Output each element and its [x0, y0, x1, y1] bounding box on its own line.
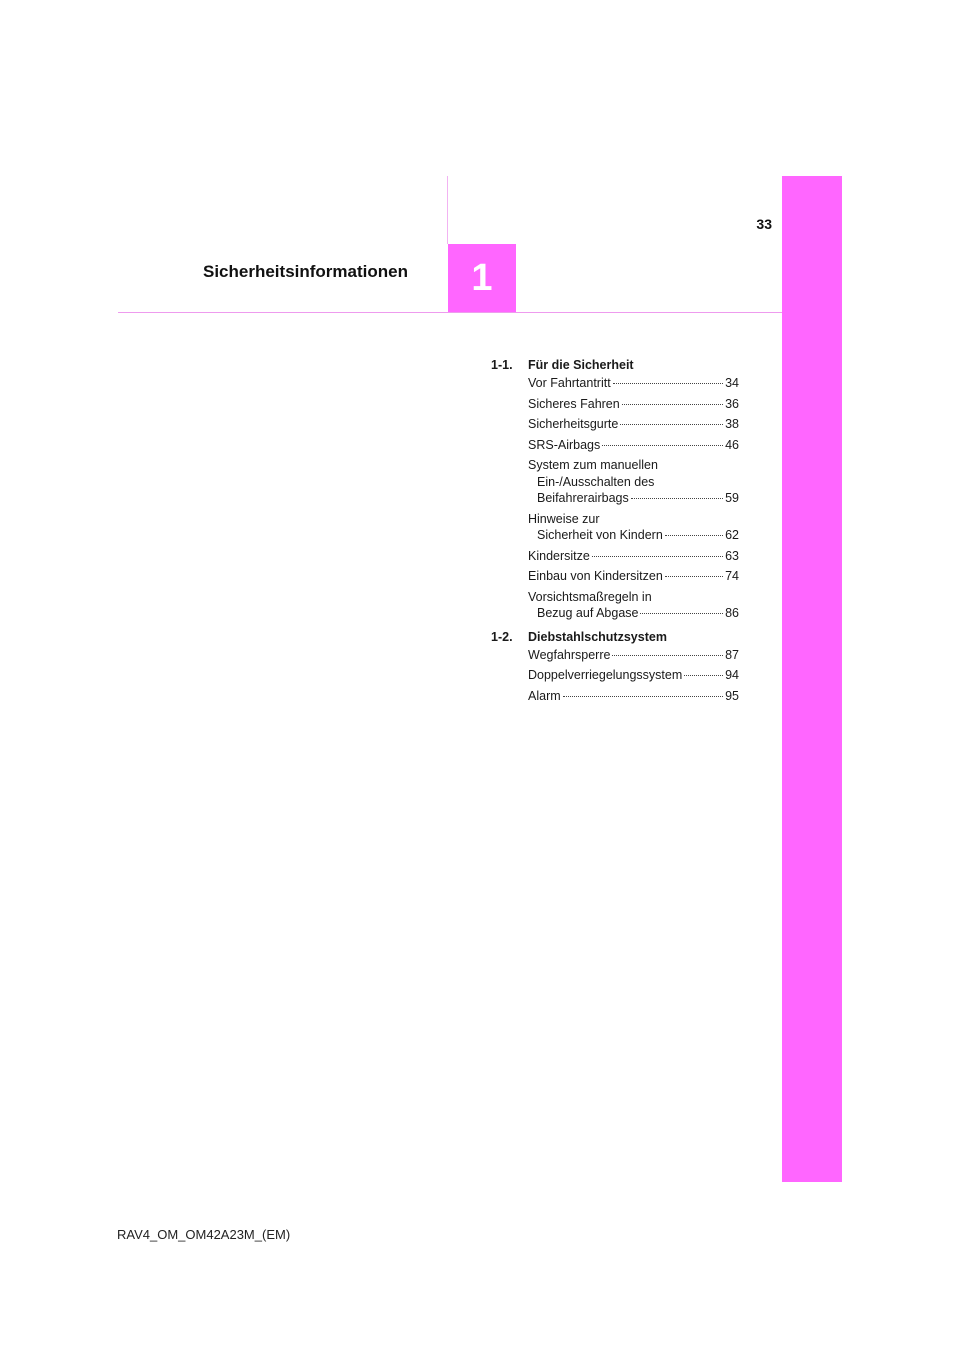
toc-entry-text: Sicherheit von Kindern [537, 528, 663, 542]
toc-entry-text: Ein-/Ausschalten des [537, 474, 655, 489]
toc-dot-leader [631, 498, 723, 499]
toc-dot-leader [665, 535, 723, 536]
chapter-number: 1 [471, 256, 493, 299]
toc-entry[interactable] [528, 396, 739, 413]
toc-dot-leader [602, 445, 723, 446]
toc-entry[interactable] [528, 589, 739, 622]
toc-entry-text: System zum manuellen [528, 458, 658, 472]
toc-entry-text: Kindersitze [528, 548, 590, 563]
toc-entry[interactable] [528, 437, 739, 454]
toc-section-title: Diebstahlschutzsystem [528, 629, 667, 644]
chapter-side-tab [782, 176, 842, 1182]
toc-section [491, 627, 739, 705]
toc-dot-leader [665, 576, 723, 577]
toc-entry-text: Einbau von Kindersitzen [528, 569, 663, 583]
toc-page-number: 95 [725, 688, 739, 703]
toc-entry-text: Sicheres Fahren [528, 396, 620, 411]
toc-entry-text: Doppelverriegelungssystem [528, 668, 683, 682]
toc-section-heading[interactable] [491, 627, 739, 647]
document-id: RAV4_OM_OM42A23M_(EM) [117, 1227, 291, 1242]
toc-entry-text: Vor Fahrtantritt [528, 376, 611, 390]
toc-entry[interactable] [528, 375, 739, 392]
toc-entry-text: Beifahrerairbags [537, 491, 629, 505]
toc-page-number: 34 [725, 376, 739, 390]
chapter-number-badge [448, 244, 516, 312]
toc-dot-leader [613, 383, 723, 384]
toc-page-number: 86 [725, 606, 739, 620]
header-divider-vertical [447, 176, 448, 244]
toc-entry-text: SRS-Airbags [528, 437, 601, 452]
toc-entry-text: Bezug auf Abgase [537, 606, 639, 620]
toc-page-number: 87 [725, 647, 739, 662]
toc-entry[interactable] [528, 688, 739, 705]
toc-entry-text: Vorsichtsmaßregeln in [528, 589, 652, 604]
toc-entry[interactable] [528, 647, 739, 664]
toc-entry-text: Hinweise zur [528, 511, 600, 526]
toc-entry[interactable] [528, 457, 739, 507]
toc-page-number: 74 [725, 569, 739, 583]
toc-dot-leader [563, 696, 723, 697]
toc-entry-text: Sicherheitsgurte [528, 417, 619, 431]
table-of-contents [491, 355, 739, 709]
toc-section-title: Für die Sicherheit [528, 358, 634, 372]
chapter-title: Sicherheitsinformationen [203, 262, 408, 281]
toc-page-number: 36 [725, 396, 739, 411]
toc-dot-leader [684, 675, 723, 676]
toc-page-number: 94 [725, 668, 739, 682]
toc-entry-text: Alarm [528, 688, 561, 703]
toc-page-number: 62 [725, 528, 739, 542]
toc-page-number: 59 [725, 491, 739, 505]
toc-section-heading[interactable] [491, 355, 739, 375]
toc-entry[interactable] [528, 568, 739, 585]
header-divider-horizontal [118, 312, 782, 313]
toc-dot-leader [612, 655, 723, 656]
toc-section-number: 1-2. [491, 629, 513, 644]
toc-entry-text: Wegfahrsperre [528, 647, 611, 662]
toc-entry[interactable] [528, 511, 739, 544]
toc-page-number: 63 [725, 548, 739, 563]
toc-page-number: 46 [725, 437, 739, 452]
toc-page-number: 38 [725, 417, 739, 431]
toc-dot-leader [640, 613, 723, 614]
toc-entry[interactable] [528, 548, 739, 565]
toc-section-number: 1-1. [491, 358, 513, 372]
toc-dot-leader [622, 404, 723, 405]
toc-dot-leader [620, 424, 723, 425]
toc-section [491, 355, 739, 622]
page-number: 33 [756, 216, 772, 232]
toc-entry[interactable] [528, 667, 739, 684]
toc-entry[interactable] [528, 416, 739, 433]
toc-dot-leader [592, 556, 723, 557]
